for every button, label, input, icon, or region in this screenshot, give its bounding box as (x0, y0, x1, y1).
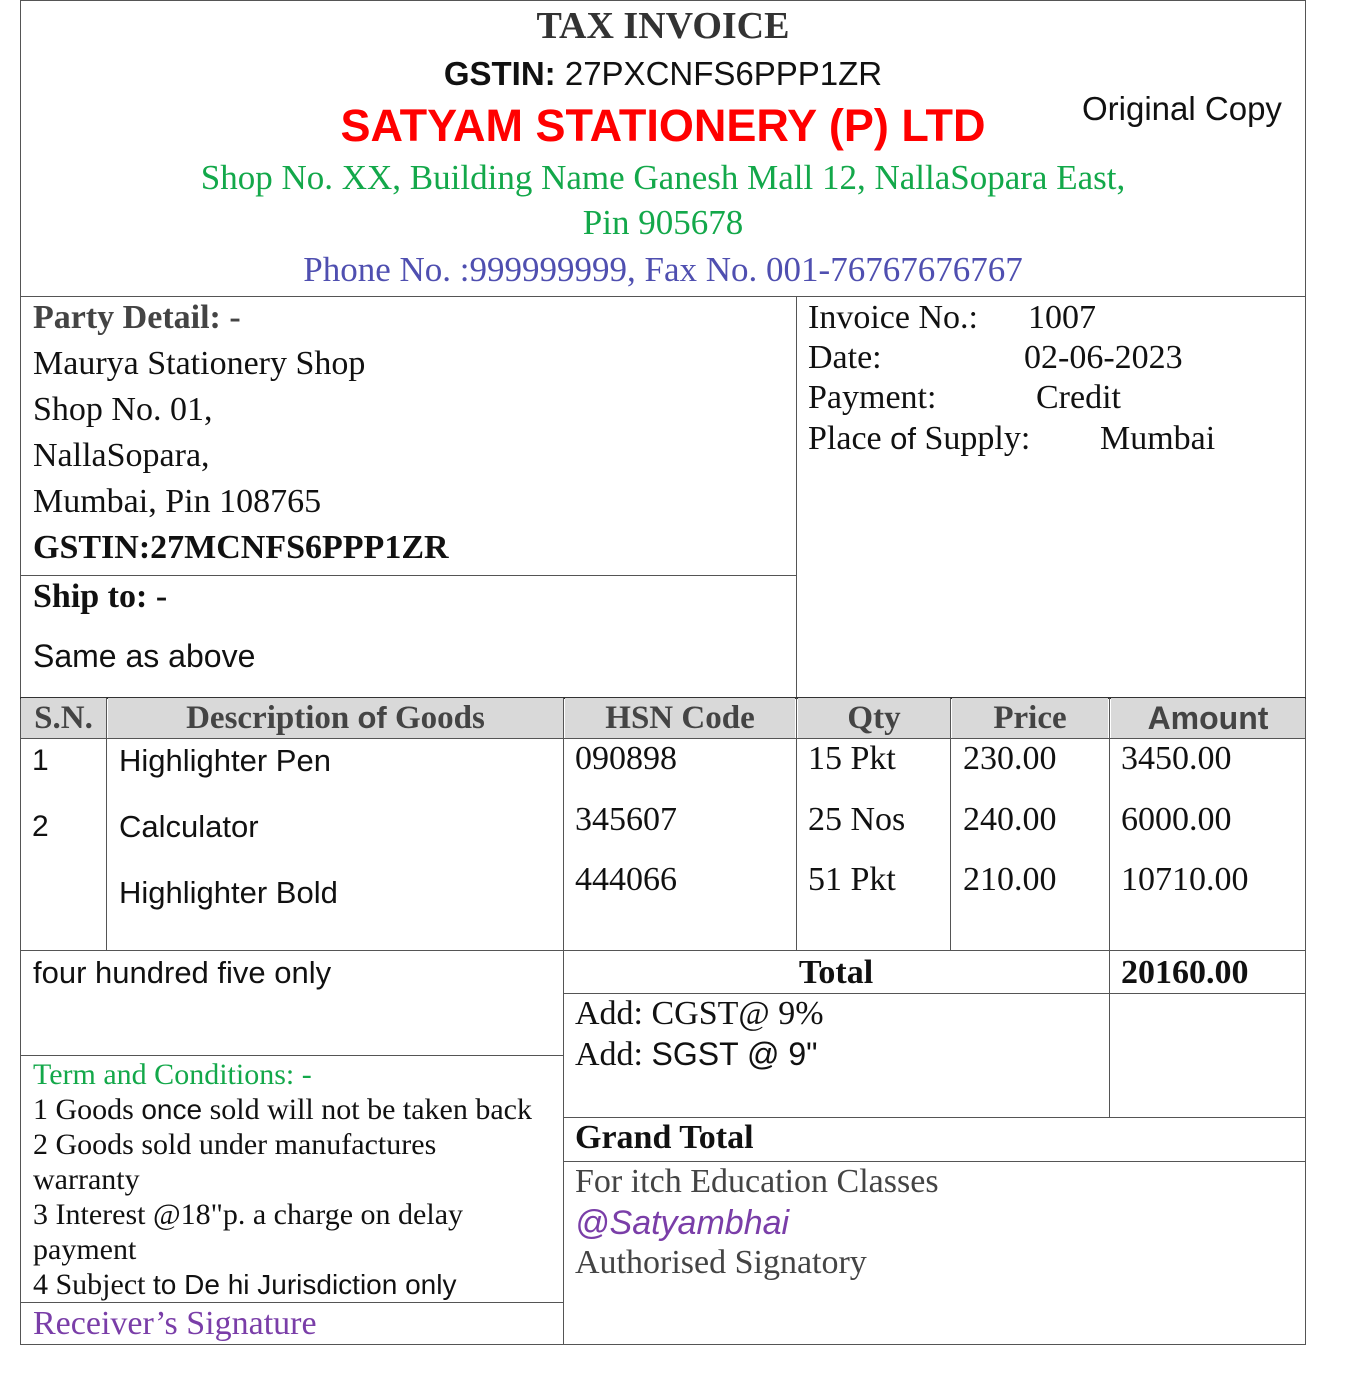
sgst-label (575, 1036, 817, 1074)
ship-value: Same as above (33, 638, 256, 674)
divider-header (20, 296, 1306, 297)
cgst-label: Add: CGST@ 9% (575, 995, 824, 1032)
term-3b: payment (33, 1233, 137, 1266)
party-address-line3: Mumbai, Pin 108765 (33, 483, 322, 520)
authorised-signatory: Authorised Signatory (575, 1244, 867, 1281)
item-desc: Calculator (119, 809, 259, 844)
item-amount: 6000.00 (1121, 801, 1232, 838)
sgst-label-pre: Add: (575, 1036, 652, 1073)
col-divider-hsn (796, 698, 797, 950)
invoice-title: TAX INVOICE (536, 5, 790, 47)
item-sn: 2 (32, 810, 49, 843)
payment-label: Payment: (808, 379, 937, 416)
term-1 (33, 1093, 532, 1127)
col-divider-desc (563, 698, 564, 1345)
invoice-date-label: Date: (808, 339, 882, 376)
item-qty: 25 Nos (808, 801, 906, 838)
divider-terms-receiver (20, 1302, 563, 1303)
col-divider-price (1109, 698, 1110, 1118)
item-price: 240.00 (963, 801, 1057, 838)
ship-label: Ship to: - (33, 578, 168, 615)
supply-label-post: Supply: (916, 420, 1031, 457)
supply-label (808, 420, 1030, 458)
party-name: Maurya Stationery Shop (33, 345, 366, 382)
term-1-post: sold will not be taken back (202, 1093, 532, 1126)
term-1-pre: 1 Goods (33, 1093, 142, 1126)
col-header-sn: S.N. (34, 700, 93, 736)
item-price: 230.00 (963, 740, 1057, 777)
invoice-date-value: 02-06-2023 (1024, 339, 1183, 376)
divider-words-terms (20, 1055, 563, 1056)
item-desc: Highlighter Bold (119, 875, 338, 910)
divider-gst-grand (563, 1117, 1306, 1118)
signatory-handle: @Satyambhai (575, 1204, 790, 1242)
term-4-post: to De hi Jurisdiction only (153, 1269, 457, 1300)
company-name: SATYAM STATIONERY (P) LTD (340, 100, 986, 151)
col-header-desc-post: Goods (386, 700, 485, 736)
col-header-hsn: HSN Code (605, 700, 755, 736)
supply-label-pre: Place (808, 420, 891, 457)
seller-gstin (20, 55, 1306, 93)
item-hsn: 090898 (575, 740, 677, 777)
col-header-price: Price (993, 700, 1067, 736)
party-address-line2: NallaSopara, (33, 437, 210, 474)
item-hsn: 345607 (575, 801, 677, 838)
supply-label-of: of (890, 421, 916, 456)
total-label: Total (798, 954, 874, 991)
divider-header-bottom (20, 738, 1306, 739)
divider-grand-sign (563, 1161, 1306, 1162)
seller-address-line1: Shop No. XX, Building Name Ganesh Mall 12, NallaSopara East, (200, 158, 1126, 197)
party-gstin: GSTIN:27MCNFS6PPP1ZR (33, 529, 449, 566)
term-4 (33, 1268, 456, 1302)
terms-label: Term and Conditions: - (33, 1058, 312, 1091)
divider-party-invoice (796, 296, 797, 698)
term-2a: 2 Goods sold under manufactures (33, 1128, 437, 1161)
party-address-line1: Shop No. 01, (33, 391, 213, 428)
term-3a: 3 Interest @18"p. a charge on delay (33, 1198, 464, 1231)
grand-total-label: Grand Total (575, 1119, 754, 1156)
col-divider-qty (950, 698, 951, 950)
supply-value: Mumbai (1100, 420, 1216, 457)
col-header-desc-pre: Description (186, 700, 358, 736)
seller-address-line2: Pin 905678 (582, 203, 744, 242)
invoice-no-value: 1007 (1028, 299, 1096, 336)
term-1-once: once (141, 1094, 203, 1125)
term-4-pre: 4 Subject (33, 1268, 153, 1301)
seller-gstin-value: 27PXCNFS6PPP1ZR (564, 55, 883, 92)
col-divider-sn (106, 698, 107, 950)
item-amount: 3450.00 (1121, 740, 1232, 777)
receiver-signature: Receiver’s Signature (33, 1305, 317, 1342)
total-value: 20160.00 (1121, 954, 1249, 991)
item-qty: 51 Pkt (808, 861, 896, 898)
item-price: 210.00 (963, 861, 1057, 898)
for-line: For itch Education Classes (575, 1163, 939, 1200)
term-2b: warranty (33, 1163, 140, 1196)
col-header-desc-of: of (357, 700, 387, 735)
item-amount: 10710.00 (1121, 861, 1249, 898)
item-hsn: 444066 (575, 861, 677, 898)
item-desc: Highlighter Pen (119, 743, 331, 778)
payment-value: Credit (1036, 379, 1121, 416)
amount-in-words: four hundred five only (33, 955, 332, 990)
divider-total (563, 993, 1306, 994)
sgst-label-rest: SGST @ 9" (651, 1036, 818, 1072)
item-qty: 15 Pkt (808, 740, 896, 777)
item-sn: 1 (32, 744, 49, 777)
seller-gstin-label: GSTIN: (443, 55, 556, 92)
copy-label: Original Copy (1082, 90, 1282, 127)
col-header-qty: Qty (847, 700, 901, 736)
col-header-desc (108, 700, 563, 737)
divider-party-ship (20, 575, 796, 576)
party-label: Party Detail: - (33, 299, 241, 336)
divider-items-bottom (20, 950, 1306, 951)
col-header-amount: Amount (1147, 700, 1269, 736)
invoice-no-label: Invoice No.: (808, 299, 978, 336)
seller-contact: Phone No. :999999999, Fax No. 001-76767676767 (303, 250, 1023, 289)
